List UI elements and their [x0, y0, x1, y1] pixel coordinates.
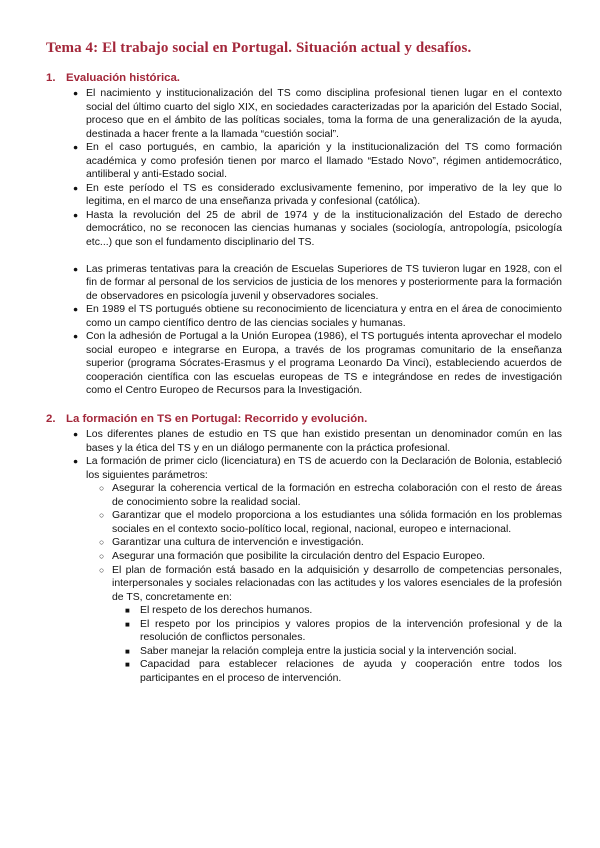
section-heading: [46, 71, 562, 85]
list-item: ● La formación de primer ciclo (licenciatura) en TS de acuerdo con la Declaración de Bolonia, estableció los siguientes parámetros: ○ Asegurar la coherencia vertical de la formación en estrecha colaboración con el resto de áreas de conocimiento sobre la realidad social. ○ Garantizar que el modelo proporciona a los estudiantes una sólida formación en los problemas sociales en el contexto socio-político local, regional, nacional, europeo e internacional. ○ Garantizar una cultura de intervención e investigación. ○ Asegurar una formación que posibilite la circulación dentro del Espacio Europeo. ○ El plan de formación está basado en la adquisición y desarrollo de competencias personales, interpersonales y sociales relacionadas con las actitudes y los valores esenciales de la profesión de TS, concretamente en: ■ El respeto de los derechos humanos. ■ El respeto por los principios y valores propios de la intervención profesional y de la resolución de conflictos personales. ■ Saber manejar la relación compleja entre la justicia social y la intervención social. ■ Capacidad para establecer relaciones de ayuda y cooperación entre todos los participantes en el proceso de intervención.: [73, 456, 562, 684]
bullet-icon: ●: [73, 88, 79, 98]
square-bullet-icon: ■: [125, 606, 130, 616]
sub-sub-list-item: ■ Saber manejar la relación compleja entre la justicia social y la intervención social.: [125, 645, 517, 657]
list-item: ● Las primeras tentativas para la creación de Escuelas Superiores de TS tuvieron lugar en 1928, con el fin de formar al personal de los servicios de justicia de los menores y posteriormente para la formación de observadores en psicología juvenil y observadores sociales.: [73, 263, 562, 302]
list-item: ● Con la adhesión de Portugal a la Unión Europea (1986), el TS portugués intenta aprovechar el modelo social europeo e integrarse en Europa, a través de los programas comunitario de la enseñanza superior (programa Sócrates-Erasmus y el programa Leonardo Da Vinci), estableciendo acuerdos de cooperación científica con las escuelas europeas de TS e integrándose en redes de investigación como el Centro Europeo de Recursos para la Investigación.: [73, 331, 562, 397]
list-item: ● El nacimiento y institucionalización del TS como disciplina profesional tienen lugar en el contexto social del último cuarto del siglo XIX, en sociedades caracterizadas por la aparición del Estado Social, proceso que en el ámbito de las políticas sociales, toma la forma de una generalización de la ayuda, destinada a hacer frente a la llamada “cuestión social”.: [73, 88, 562, 140]
list-item: ● En el caso portugués, en cambio, la aparición y la institucionalización del TS como formación académica y como profesión tienen por marco el llamado “Estado Novo”, régimen antidemocrático, antiliberal y anti-Estado social.: [73, 142, 562, 181]
square-bullet-icon: ■: [125, 619, 130, 629]
bullet-icon: ●: [73, 182, 79, 193]
bullet-icon: ●: [73, 456, 79, 467]
sub-list-item: ○ Garantizar que el modelo proporciona a los estudiantes una sólida formación en los problemas sociales en el contexto socio-político local, regional, nacional, europeo e internacional.: [99, 510, 562, 535]
circle-bullet-icon: ○: [99, 564, 105, 575]
bullet-icon: ●: [73, 304, 79, 315]
bullet-list: [46, 428, 562, 685]
sub-list-item: ○ Asegurar la coherencia vertical de la formación en estrecha colaboración con el resto de áreas de conocimiento sobre la realidad social.: [99, 483, 562, 508]
circle-bullet-icon: ○: [99, 483, 105, 494]
square-bullet-icon: ■: [125, 660, 130, 670]
list-item: ● Hasta la revolución del 25 de abril de 1974 y de la institucionalización del Estado de derecho democrático, no se reconocen las ciencias humanas y sociales (sociología, antropología, psicología etc...) que son el fundamento disciplinario del TS.: [73, 209, 562, 249]
sub-sub-list-item: ■ Capacidad para establecer relaciones de ayuda y cooperación entre todos los participantes en el proceso de intervención.: [125, 659, 562, 684]
section-title: La formación en TS en Portugal: Recorrido y evolución.: [66, 413, 368, 426]
sub-list-item: ○ Garantizar una cultura de intervención e investigación.: [99, 537, 364, 549]
list-item: ● En 1989 el TS portugués obtiene su reconocimiento de licenciatura y entra en el área de conocimiento como un campo científico dentro de las ciencias sociales y humanas.: [73, 304, 562, 329]
bullet-icon: ●: [73, 142, 79, 153]
square-bullet-icon: ■: [125, 646, 130, 656]
document-title: Tema 4: El trabajo social en Portugal. Situación actual y desafíos.: [46, 40, 472, 56]
sub-sub-bullet-list: [112, 604, 562, 685]
circle-bullet-icon: ○: [99, 550, 105, 561]
bullet-icon: ●: [73, 263, 79, 274]
section-number: 1.: [46, 72, 56, 84]
bullet-list: [46, 87, 562, 250]
sub-list-item: ○ El plan de formación está basado en la adquisición y desarrollo de competencias personales, interpersonales y sociales relacionadas con las actitudes y los valores esenciales de la profesión de TS, concretamente en: ■ El respeto de los derechos humanos. ■ El respeto por los principios y valores propios de la intervención profesional y de la resolución de conflictos personales. ■ Saber manejar la relación compleja entre la justicia social y la intervención social. ■ Capacidad para establecer relaciones de ayuda y cooperación entre todos los participantes en el proceso de intervención.: [99, 564, 562, 684]
section-formacion-ts: [46, 412, 562, 685]
sub-sub-list-item: ■ El respeto por los principios y valores propios de la intervención profesional y de la resolución de conflictos personales.: [125, 618, 562, 644]
section-title: Evaluación histórica.: [66, 72, 180, 84]
section-evaluacion-historica: [46, 71, 562, 398]
sub-list-item: ○ Asegurar una formación que posibilite la circulación dentro del Espacio Europeo.: [99, 550, 486, 562]
section-number: 2.: [46, 413, 56, 426]
sub-sub-list-item: ■ El respeto de los derechos humanos.: [125, 605, 313, 617]
list-item: ● Los diferentes planes de estudio en TS que han existido presentan un denominador común en las bases y la ética del TS y en un diálogo permanente con la práctica profesional.: [73, 429, 562, 454]
bullet-list: [46, 263, 562, 398]
circle-bullet-icon: ○: [99, 537, 105, 548]
sub-bullet-list: [86, 482, 562, 685]
list-item: ● En este período el TS es considerado exclusivamente femenino, por imperativo de la ley que lo legitima, en el marco de una enseñanza privada y confesional (católica).: [73, 182, 562, 208]
circle-bullet-icon: ○: [99, 510, 105, 521]
bullet-icon: ●: [73, 331, 79, 342]
bullet-icon: ●: [73, 209, 79, 220]
blank-line: [46, 250, 562, 263]
section-heading: [46, 412, 562, 426]
bullet-icon: ●: [73, 429, 79, 440]
